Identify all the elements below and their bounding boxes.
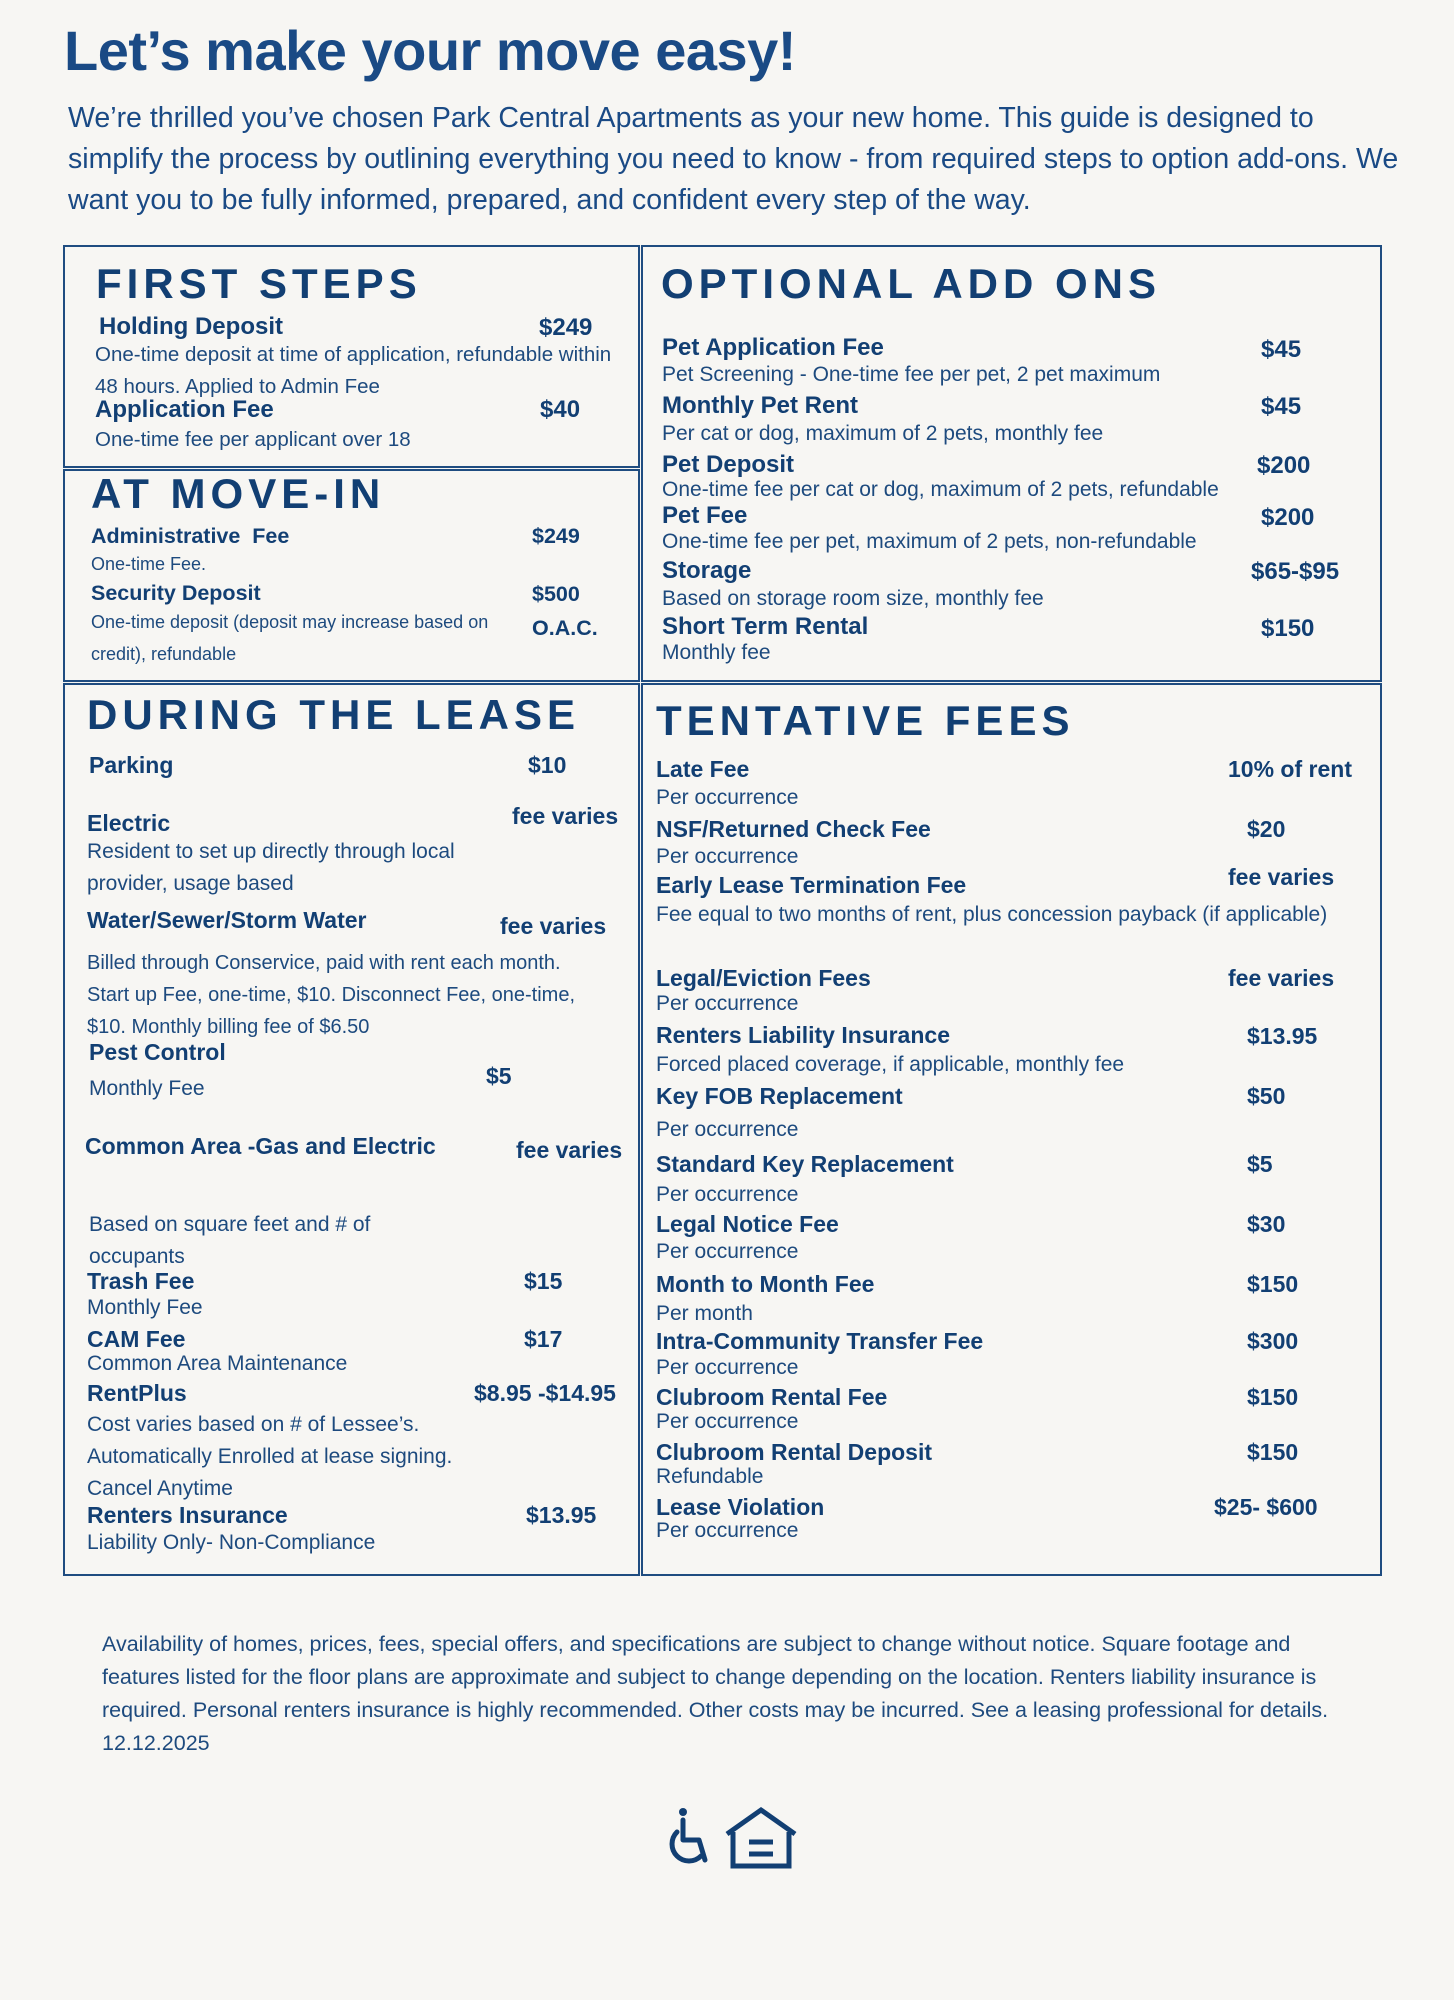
disclaimer-text: Availability of homes, prices, fees, special offers, and specifications are subject to change without notice. Square footage and features listed for the floor plans are approximate and subject to change depending on the location. Renters liability insurance is required. Personal renters insurance is highly recommended. Other costs may be incurred. See a leasing professional for details. 12.12.2025: [102, 1632, 1329, 1755]
at-move-in-title: AT MOVE-IN: [91, 470, 386, 517]
trash-fee-name: Trash Fee: [87, 1268, 195, 1294]
cam-fee-desc: Common Area Maintenance: [87, 1352, 348, 1375]
late-fee-name: Late Fee: [656, 756, 750, 782]
renters-insurance-desc: Liability Only- Non-Compliance: [87, 1531, 376, 1554]
pet-application-fee-name: Pet Application Fee: [662, 334, 884, 361]
early-termination-price: fee varies: [1228, 864, 1335, 890]
security-deposit-price: $500 O.A.C.: [532, 582, 598, 640]
intra-community-price: $300: [1247, 1328, 1299, 1354]
early-termination-desc: Fee equal to two months of rent, plus concession payback (if applicable): [656, 903, 1328, 926]
short-term-rental-desc: Monthly fee: [662, 641, 771, 664]
clubroom-deposit-desc: Refundable: [656, 1465, 764, 1488]
pet-fee-desc: One-time fee per pet, maximum of 2 pets, non-refundable: [662, 530, 1197, 553]
application-fee-name: Application Fee: [95, 396, 274, 423]
storage-price: $65-$95: [1251, 558, 1340, 585]
clubroom-fee-name: Clubroom Rental Fee: [656, 1384, 888, 1410]
renters-insurance-price: $13.95: [526, 1502, 597, 1528]
common-area-price: fee varies: [516, 1137, 623, 1163]
key-fob-name: Key FOB Replacement: [656, 1083, 903, 1109]
storage-name: Storage: [662, 557, 752, 584]
pet-deposit-desc: One-time fee per cat or dog, maximum of 2 pets, refundable: [662, 478, 1219, 501]
lease-violation-price: $25- $600: [1214, 1494, 1318, 1520]
legal-notice-desc: Per occurrence: [656, 1240, 799, 1263]
lease-violation-name: Lease Violation: [656, 1494, 825, 1520]
standard-key-desc: Per occurrence: [656, 1183, 799, 1206]
clubroom-deposit-price: $150: [1247, 1439, 1299, 1465]
intra-community-name: Intra-Community Transfer Fee: [656, 1328, 984, 1354]
month-to-month-price: $150: [1247, 1271, 1299, 1297]
late-fee-price: 10% of rent: [1228, 756, 1352, 782]
clubroom-fee-desc: Per occurrence: [656, 1410, 799, 1433]
administrative-fee-desc: One-time Fee.: [91, 554, 207, 574]
pest-control-desc: Monthly Fee: [89, 1077, 205, 1100]
trash-fee-price: $15: [524, 1268, 563, 1294]
pest-control-name: Pest Control: [89, 1039, 226, 1065]
rentplus-desc: Cost varies based on # of Lessee’s. Automatically Enrolled at lease signing. Cancel Anytime: [87, 1413, 453, 1500]
accessibility-icon: [672, 1808, 705, 1861]
rentplus-price: $8.95 -$14.95: [474, 1380, 616, 1406]
pet-application-fee-desc: Pet Screening - One-time fee per pet, 2 pet maximum: [662, 363, 1161, 386]
holding-deposit-price: $249: [539, 314, 593, 341]
nsf-fee-desc: Per occurrence: [656, 845, 799, 868]
rentplus-name: RentPlus: [87, 1380, 187, 1406]
pet-fee-price: $200: [1261, 504, 1315, 531]
during-the-lease-title: DURING THE LEASE: [87, 691, 581, 738]
administrative-fee-name: Administrative Fee: [91, 524, 290, 548]
clubroom-fee-price: $150: [1247, 1384, 1299, 1410]
key-fob-desc: Per occurrence: [656, 1118, 799, 1141]
renters-liability-desc: Forced placed coverage, if applicable, monthly fee: [656, 1053, 1125, 1076]
late-fee-desc: Per occurrence: [656, 786, 799, 809]
standard-key-name: Standard Key Replacement: [656, 1151, 954, 1177]
legal-eviction-price: fee varies: [1228, 965, 1335, 991]
page-title: Let’s make your move easy!: [64, 19, 796, 82]
clubroom-deposit-name: Clubroom Rental Deposit: [656, 1439, 933, 1465]
pet-deposit-name: Pet Deposit: [662, 451, 795, 478]
nsf-fee-name: NSF/Returned Check Fee: [656, 816, 931, 842]
legal-eviction-desc: Per occurrence: [656, 992, 799, 1015]
electric-price: fee varies: [512, 803, 619, 829]
equal-housing-icon: [727, 1810, 795, 1866]
security-deposit-name: Security Deposit: [91, 581, 261, 605]
intro-text: We’re thrilled you’ve chosen Park Central Apartments as your new home. This guide is designed to simplify the process by outlining everything you need to know - from required steps to option add-ons. We want you to be fully informed, prepared, and confident every step of the way.: [68, 102, 1399, 216]
holding-deposit-name: Holding Deposit: [99, 313, 283, 340]
electric-name: Electric: [87, 810, 171, 836]
legal-eviction-name: Legal/Eviction Fees: [656, 965, 871, 991]
optional-add-ons-title: OPTIONAL ADD ONS: [661, 260, 1162, 307]
lease-violation-desc: Per occurrence: [656, 1519, 799, 1542]
short-term-rental-name: Short Term Rental: [662, 613, 869, 640]
common-area-name: Common Area -Gas and Electric: [85, 1133, 436, 1159]
common-area-desc: Based on square feet and # of occupants: [89, 1213, 371, 1268]
pet-application-fee-price: $45: [1261, 336, 1302, 363]
security-deposit-desc: One-time deposit (deposit may increase based on credit), refundable: [91, 612, 489, 664]
first-steps-title: FIRST STEPS: [96, 260, 422, 307]
short-term-rental-price: $150: [1261, 615, 1315, 642]
trash-fee-desc: Monthly Fee: [87, 1296, 203, 1319]
month-to-month-name: Month to Month Fee: [656, 1271, 875, 1297]
nsf-fee-price: $20: [1247, 816, 1286, 842]
application-fee-desc: One-time fee per applicant over 18: [95, 428, 411, 451]
water-sewer-name: Water/Sewer/Storm Water: [87, 907, 367, 933]
early-termination-name: Early Lease Termination Fee: [656, 872, 967, 898]
key-fob-price: $50: [1247, 1083, 1286, 1109]
administrative-fee-price: $249: [532, 524, 580, 548]
monthly-pet-rent-name: Monthly Pet Rent: [662, 392, 858, 419]
parking-name: Parking: [89, 752, 174, 778]
renters-liability-price: $13.95: [1247, 1023, 1318, 1049]
tentative-fees-title: TENTATIVE FEES: [656, 697, 1075, 744]
water-sewer-price: fee varies: [500, 913, 607, 939]
pet-deposit-price: $200: [1257, 452, 1311, 479]
pest-control-price: $5: [486, 1063, 512, 1089]
legal-notice-price: $30: [1247, 1211, 1286, 1237]
renters-insurance-name: Renters Insurance: [87, 1502, 288, 1528]
application-fee-price: $40: [540, 396, 581, 423]
intra-community-desc: Per occurrence: [656, 1356, 799, 1379]
standard-key-price: $5: [1247, 1151, 1273, 1177]
cam-fee-price: $17: [524, 1326, 563, 1352]
monthly-pet-rent-desc: Per cat or dog, maximum of 2 pets, monthly fee: [662, 422, 1104, 445]
cam-fee-name: CAM Fee: [87, 1326, 186, 1352]
pet-fee-name: Pet Fee: [662, 502, 748, 529]
month-to-month-desc: Per month: [656, 1302, 753, 1325]
holding-deposit-desc: One-time deposit at time of application, refundable within 48 hours. Applied to Admin Fee: [95, 343, 612, 398]
renters-liability-name: Renters Liability Insurance: [656, 1022, 950, 1048]
monthly-pet-rent-price: $45: [1261, 393, 1302, 420]
parking-price: $10: [528, 752, 567, 778]
legal-notice-name: Legal Notice Fee: [656, 1211, 839, 1237]
storage-desc: Based on storage room size, monthly fee: [662, 587, 1044, 610]
water-sewer-desc: Billed through Conservice, paid with rent each month. Start up Fee, one-time, $10. Disconnect Fee, one-time, $10. Monthly billing fee of $6.50: [87, 952, 576, 1038]
electric-desc: Resident to set up directly through local provider, usage based: [87, 840, 455, 895]
compliance-icons: [667, 1806, 799, 1875]
